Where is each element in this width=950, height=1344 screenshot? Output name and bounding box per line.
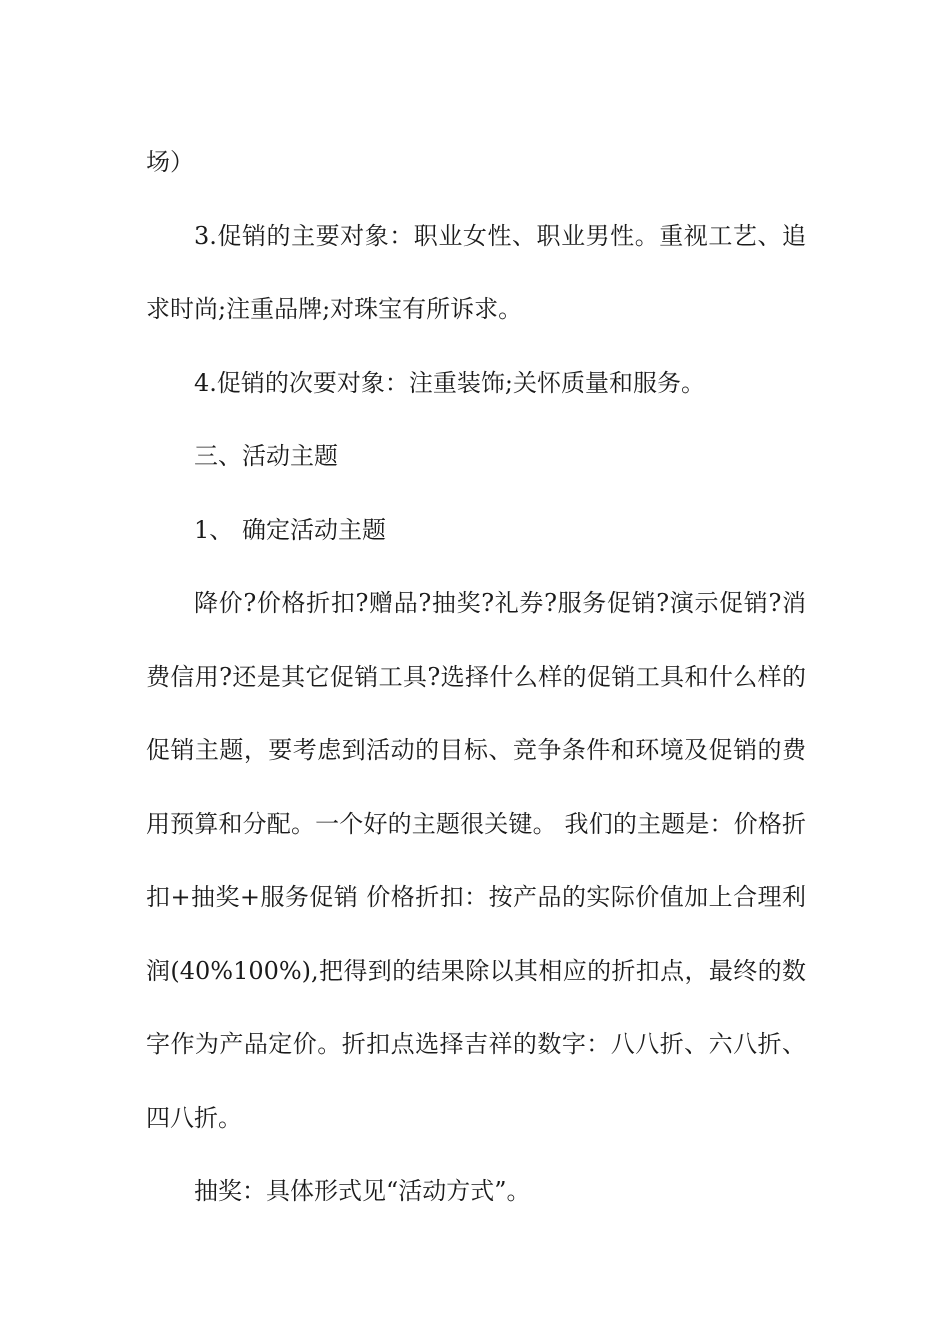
- paragraph-secondary-audience: 4.促销的次要对象：注重装饰;关怀质量和服务。: [194, 368, 705, 397]
- list-item-determine-theme: [146, 494, 806, 568]
- paragraph-promotion-tools: 降价?价格折扣?赠品?抽奖?礼券?服务促销?演示促销?消费信用?还是其它促销工具?选择什么样的促销工具和什么样的促销主题，要考虑到活动的目标、竞争条件和环境及促销的费用预算和分配。一个好的主题很关键。 我们的主题是：价格折扣+抽奖+服务促销 价格折扣：按产品的实际价值加上合理利润(40%100%),把得到的结果除以其相应的折扣点，最终的数字作为产品定价。折扣点选择吉祥的数字：八八折、六八折、四八折。: [146, 589, 806, 1132]
- document-body: [146, 126, 806, 1229]
- paragraph-primary-audience: 3.促销的主要对象：职业女性、职业男性。重视工艺、追求时尚;注重品牌;对珠宝有所诉求。: [146, 221, 806, 323]
- paragraph-lottery: 抽奖：具体形式见“活动方式”。: [194, 1177, 531, 1205]
- list-item-label: 确定活动主题: [242, 515, 386, 544]
- section-heading-activity-theme: 三、活动主题: [194, 442, 338, 470]
- list-item-number: 1、: [194, 515, 234, 544]
- paragraph-continuation: 场）: [146, 148, 194, 176]
